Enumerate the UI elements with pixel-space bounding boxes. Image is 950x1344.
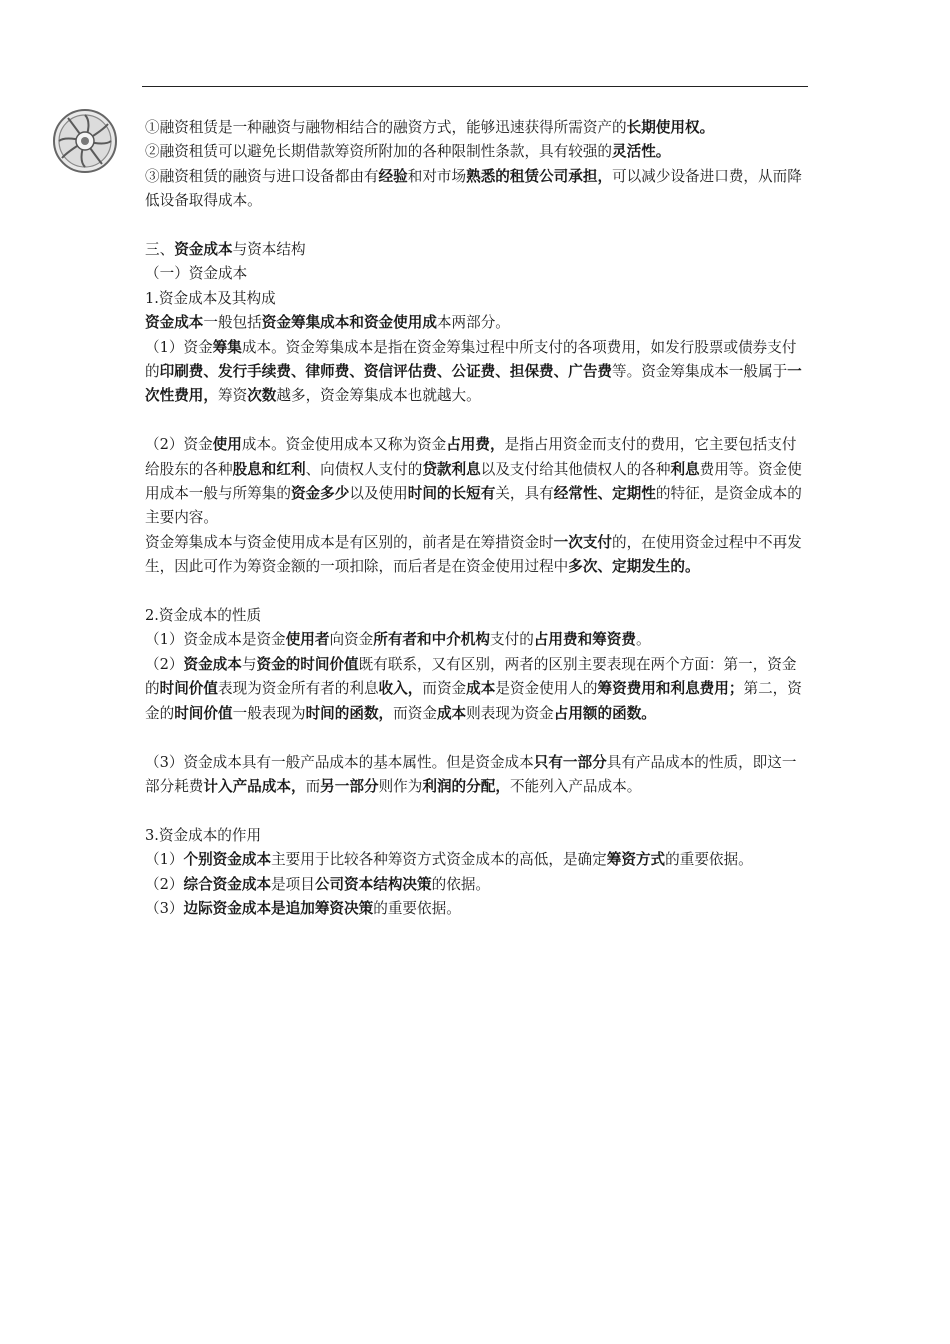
paragraph	[145, 653, 810, 726]
bold-text: 边际资金成本是追加筹资决策	[183, 899, 374, 917]
bold-text: 成本	[466, 680, 496, 698]
text-run: 和对市场	[407, 167, 467, 185]
bold-text: 时间的函数，	[305, 704, 394, 722]
text-run: 的，在使用资金过程中不再发生，因此可作为筹资金额的一项扣除，而后者是在资金使用过程中	[145, 533, 802, 576]
text-run: 以及使用	[349, 485, 408, 503]
text-run: 的依据。	[431, 875, 491, 893]
text-run: 成本。资金筹集成本是指在资金筹集过程中所支付的各项费用，如发行股票或债券支付的	[145, 338, 797, 381]
text-run: 而资金	[422, 680, 467, 698]
paragraph-spacer	[145, 799, 810, 823]
bold-text: 计入产品成本，	[203, 777, 306, 795]
paragraph	[145, 311, 810, 335]
paragraph	[145, 287, 810, 311]
text-run: （2）	[145, 875, 184, 893]
text-run: （2）	[145, 655, 184, 673]
paragraph-spacer	[145, 580, 810, 604]
bold-text: 使用	[212, 436, 242, 454]
bold-text: 一次支付	[553, 533, 613, 551]
text-run: 本两部分。	[436, 314, 510, 332]
bold-text: 利息	[670, 460, 700, 478]
text-run: 而资金	[393, 704, 437, 722]
paragraph	[145, 336, 810, 409]
text-run: （1）资金	[145, 338, 213, 356]
paragraph	[145, 848, 810, 872]
header-rule	[142, 86, 808, 87]
paragraph	[145, 751, 810, 800]
paragraph	[145, 262, 810, 286]
text-run: 具有产品成本的性质，即这一部分耗费	[145, 753, 797, 795]
text-run: （一）资金成本	[145, 265, 248, 283]
text-run: 一般包括	[203, 314, 262, 332]
text-run: 是项目	[271, 875, 315, 893]
text-run: 成本。资金使用成本又称为资金	[241, 436, 447, 454]
paragraph-spacer	[145, 214, 810, 238]
text-run: 支付的	[490, 631, 534, 649]
text-run: 是指占用资金而支付的费用，它主要包括支付给股东的各种	[145, 436, 797, 478]
text-run: （1）资金成本是资金	[145, 631, 286, 649]
bold-text: 只有一部分	[533, 753, 607, 771]
bold-text: 占用费，	[446, 436, 505, 454]
bold-text: 个别资金成本	[183, 851, 272, 869]
text-run: ①融资租赁是一种融资与融物相结合的融资方式，能够迅速获得所需资产的	[145, 119, 627, 136]
paragraph	[145, 897, 810, 921]
bold-text: 资金成本	[145, 314, 204, 332]
bold-text: 筹集	[212, 338, 242, 356]
text-run: 一般表现为	[232, 704, 306, 722]
text-run: 则表现为资金	[466, 704, 554, 722]
paragraph	[145, 238, 810, 262]
text-run: 资金筹集成本与资金使用成本是有区别的，前者是在筹措资金时	[145, 533, 554, 551]
bold-text: 筹资费用和利息费用；	[597, 680, 744, 698]
text-run: 2.资金成本的性质	[145, 607, 262, 625]
document-body	[145, 116, 810, 921]
text-run: ②融资租赁可以避免长期借款筹资所附加的各种限制性条款，具有较强的	[145, 143, 613, 161]
text-run: 第二，资金的	[145, 680, 802, 722]
bold-text: 长期使用权。	[626, 119, 715, 136]
text-run: 。	[635, 631, 651, 649]
paragraph	[145, 140, 810, 164]
text-run: 不能列入产品成本。	[509, 777, 642, 795]
bold-text: 资金成本	[174, 241, 233, 259]
bold-text: 经常性、定期性	[553, 485, 656, 503]
text-run: ③融资租赁的融资与进口设备都由有	[145, 167, 379, 185]
bold-text: 一次性费用，	[145, 363, 802, 405]
bold-text: 公司资本结构决策	[314, 875, 432, 893]
bold-text: 筹资方式	[606, 851, 666, 869]
text-run: 3.资金成本的作用	[145, 826, 262, 844]
text-run: 主要用于比较各种筹资方式资金成本的高低，是确定	[271, 851, 607, 869]
text-run: 与资本结构	[232, 241, 306, 259]
text-run: 则作为	[378, 777, 423, 795]
text-run: 可以减少设备进口费，从而降低设备取得成本。	[145, 167, 802, 210]
text-run: 关，具有	[495, 485, 554, 503]
bold-text: 收入，	[378, 680, 423, 698]
text-run: 以及支付给其他债权人的各种	[480, 460, 671, 478]
paragraph	[145, 873, 810, 897]
paragraph	[145, 116, 810, 140]
bold-text: 股息和红利	[232, 460, 306, 478]
text-run: 的重要依据。	[373, 899, 461, 917]
text-run: 表现为资金所有者的利息	[218, 680, 379, 698]
bold-text: 占用额的函数。	[553, 704, 656, 722]
paragraph	[145, 433, 810, 531]
text-run: 1.资金成本及其构成	[145, 289, 276, 307]
bold-text: 灵活性。	[612, 143, 671, 161]
paragraph	[145, 531, 810, 580]
bold-text: 印刷费、发行手续费、律师费、资信评估费、公证费、担保费、广告费	[159, 363, 613, 381]
bold-text: 次数	[247, 387, 277, 405]
bold-text: 综合资金成本	[183, 875, 272, 893]
bold-text: 贷款利息	[422, 460, 481, 478]
bold-text: 时间价值	[174, 704, 233, 722]
paragraph	[145, 824, 810, 848]
paragraph-spacer	[145, 409, 810, 433]
bold-text: 资金筹集成本和资金使用成	[261, 314, 437, 332]
bold-text: 所有者和中介机构	[373, 631, 490, 649]
text-run: （3）资金成本具有一般产品成本的基本属性。但是资金成本	[145, 753, 534, 771]
text-run: 三、	[145, 241, 175, 259]
bold-text: 经验	[378, 167, 408, 185]
paragraph	[145, 165, 810, 214]
text-run: 、向债权人支付的	[305, 460, 423, 478]
bold-text: 时间的长短有	[407, 485, 496, 503]
text-run: 越多，资金筹集成本也就越大。	[276, 387, 481, 405]
bold-text: 多次、定期发生的。	[568, 558, 700, 576]
text-run: 而	[305, 777, 321, 795]
text-run: 费用等。资金使用成本一般与所筹集的	[145, 460, 802, 503]
text-run: 的特征，是资金成本的主要内容。	[145, 485, 802, 527]
text-run: （3）	[145, 899, 184, 917]
bold-text: 资金成本	[183, 655, 242, 673]
text-run: 的重要依据。	[665, 851, 753, 869]
text-run: 等。资金筹集成本一般属于	[612, 363, 788, 381]
text-run: 向资金	[329, 631, 374, 649]
text-run: 筹资	[217, 387, 248, 405]
paragraph	[145, 604, 810, 628]
text-run: 是资金使用人的	[495, 680, 598, 698]
bold-text: 另一部分	[320, 777, 379, 795]
text-run: （1）	[145, 851, 184, 869]
paragraph	[145, 628, 810, 652]
bold-text: 利润的分配，	[422, 777, 510, 795]
bold-text: 时间价值	[159, 680, 218, 698]
bold-text: 熟悉的租赁公司承担，	[466, 167, 613, 185]
bold-text: 资金的时间价值	[256, 655, 359, 673]
text-run: （2）资金	[145, 436, 213, 454]
bold-text: 成本	[436, 704, 467, 722]
bold-text: 资金多少	[290, 485, 350, 503]
paragraph-spacer	[145, 726, 810, 750]
bold-text: 使用者	[285, 631, 330, 649]
text-run: 既有联系，又有区别，两者的区别主要表现在两个方面：第一，资金的	[145, 655, 797, 698]
seal-emblem-icon	[52, 108, 118, 174]
bold-text: 占用费和筹资费	[533, 631, 636, 649]
text-run: 与	[241, 655, 257, 673]
